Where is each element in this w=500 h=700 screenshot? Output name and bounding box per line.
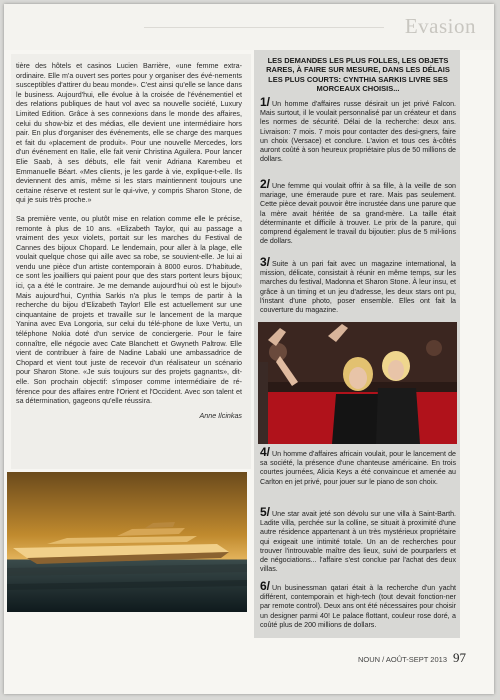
anecdote-text: Une star avait jeté son dévolu sur une villa à Saint-Barth. Ladite villa, perchée sur la colline, se situait à proximité d'une autre résidence appartenant à un très mystérieux propriétaire qui exigeait une intimité totale. Un an de recherches pour trouver l'introuvable maître des lieux, suivi de pourparlers et de négociations... l'affaire s'est conclue par l'achat des deux villas.	[260, 510, 456, 574]
red-carpet-photo	[258, 322, 457, 444]
anecdote-1	[260, 95, 456, 164]
anecdote-4	[260, 445, 456, 487]
anecdote-6	[260, 579, 456, 630]
anecdote-number: 2/	[260, 177, 271, 191]
anecdote-number: 1/	[260, 95, 271, 109]
anecdote-number: 3/	[260, 255, 271, 269]
stars-photo-illustration	[258, 322, 457, 444]
anecdote-text: Un homme d'affaires russe désirait un jet privé Falcon. Mais surtout, il le voulait personnalisé par un créateur et dans les normes de sécurité. Délai de la recherche: deux ans. Livraison: 7 mois. 7 mois pour contacter des desi-gners, faire un choix (Versace) et conclure. L'avion et tous ces à-côtés auront coûté à son heureux propriétaire plus de 50 millions de dollars.	[260, 100, 456, 164]
anecdote-3	[260, 255, 456, 315]
yacht-illustration	[7, 472, 247, 612]
anecdote-text: Un businessman qatari était à la recherche d'un yacht différent, contemporain et high-tech (tout devait fonction-ner par remote control). Deux ans ont été nécessaires pour choisir un designer parmi 40! Le palace flottant, couleur rose doré, a coûté plus de 200 millions de dollars.	[260, 584, 456, 629]
page-number: 97	[453, 650, 466, 665]
author-signature: Anne Ilcinkas	[199, 411, 242, 420]
page-footer	[358, 650, 466, 666]
anecdote-text: Un homme d'affaires africain voulait, pour le lancement de sa société, la présence d'une chanteuse américaine. En trois courtes journées, Alicia Keys a été convaincue et amenée au Carlton en jet privé, pour jouer sur le piano de son choix.	[260, 450, 456, 486]
article-paragraph: Sa première vente, ou plutôt mise en relation comme elle le précise, remonte à plus de 10 ans. «Elizabeth Taylor, qui au passage a vraiment des yeux violets, portait sur les marches du Festival de Cannes des bijoux Chopard. Le lendemain, pour aller à la plage, elle voulait quelque chose qui aille avec sa robe, se souvient-elle. Je lui ai vendu une pièce d'un artiste contemporain à 8000 euros. D'habitude, ce sont les joailliers qui paient pour que des stars portent leurs bijoux; ici, ça a été le contraire. Je me demande aujourd'hui où est le bijou!» Mais aujourd'hui, Cynthia Sarkis n'a plus le temps de partir à la recherche du bijou d'Elizabeth Taylor! Elle est actuellement sur une cinquantaine de projets et travaille sur le lancement de la marque Yanina avec Eva Longoria, sur celui du télé-phone de luxe Vertu, un téléphone Nokia doté d'un service de conciergerie. Pour le faire connaître, elle négocie avec Cate Blanchett et Gwyneth Paltrow. Elle vient de contribuer à faire de Nadine Labaki une ambassadrice de Chopard et vient tout juste de recevoir d'un réalisateur un scénario pour Sharon Stone. «Je suis toujours sur des projets gagnants», dit-elle. Son prochain objectif: s'imposer comme intermédiaire de ré-férence pour des affaires entre l'Orient et l'Occident. Avec son talent et sa détermination, gageons qu'elle réussira.	[16, 214, 242, 406]
article-paragraph: tière des hôtels et casinos Lucien Barrière, «une femme extra-ordinaire. Elle m'a ouvert ses portes pour y organiser des évé-nements susceptibles d'attirer du beau monde». C'est ainsi qu'elle se lance dans le business. Aujourd'hui, elle évolue à la croisée de l'événementiel et des relations publiques de haut vol avec sa nouvelle société, Luxury Limited Edition. Grâce à ses connexions dans le monde des affaires, celui du show-biz et des médias, elle devient une intermédiaire hors pair. En plus d'organiser des événements, elle se charge des marques et fait du «placement de produit». Pour une nouvelle Mercedes, lors d'un événement en Italie, elle fait venir Christina Aguilera. Pour lancer Elie Saab, à ses débuts, elle fait venir Adriana Karembeu et Emmanuelle Béart. «Mes clients, je les garde à vie, explique-t-elle. Ils deviennent des amis, même si les stars maintiennent toujours une certaine réserve et restent sur le qui-vive, y compris Sharon Stone, de qui je suis très proche.»	[16, 62, 242, 205]
anecdote-number: 4/	[260, 445, 271, 459]
section-rubric: Evasion	[404, 14, 476, 38]
anecdote-5	[260, 505, 456, 574]
anecdote-text: Suite à un pari fait avec un magazine international, la mission, délicate, consistait à réunir en même temps, sur les marches du festival, Madonna et Sharon Stone. À leur insu, et grâce à un timing et un jeu d'adresse, les deux stars ont pu, l'instant d'une photo, poser ensemble. Elles ont fait la couverture du magazine.	[260, 260, 456, 315]
sidebar-intro: LES DEMANDES LES PLUS FOLLES, LES OBJETS RARES, À FAIRE SUR MESURE, DANS LES DÉLAIS LES PLUS COURTS: CYNTHIA SARKIS LIVRE SES MORCEAUX CHOISIS...	[266, 56, 450, 94]
anecdote-number: 6/	[260, 579, 271, 593]
left-column-text	[16, 62, 242, 421]
issue-label: NOUN / AOÛT-SEPT 2013	[357, 655, 447, 664]
anecdote-2	[260, 177, 456, 246]
anecdote-text: Une femme qui voulait offrir à sa fille, à la veille de son mariage, une émeraude pure et rare. Mais pas seulement. Cette pièce devait pouvoir être incrustée dans une parure que la mère avait héritée de sa grand-mère. La taille était déterminante et difficile à trouver. Le prix de la parure, qui comprend également le travail du bijoutier: plus de 5 mil-lions de dollars.	[260, 182, 456, 246]
header-rule	[144, 27, 384, 28]
yacht-photo	[7, 472, 247, 612]
anecdote-number: 5/	[260, 505, 271, 519]
